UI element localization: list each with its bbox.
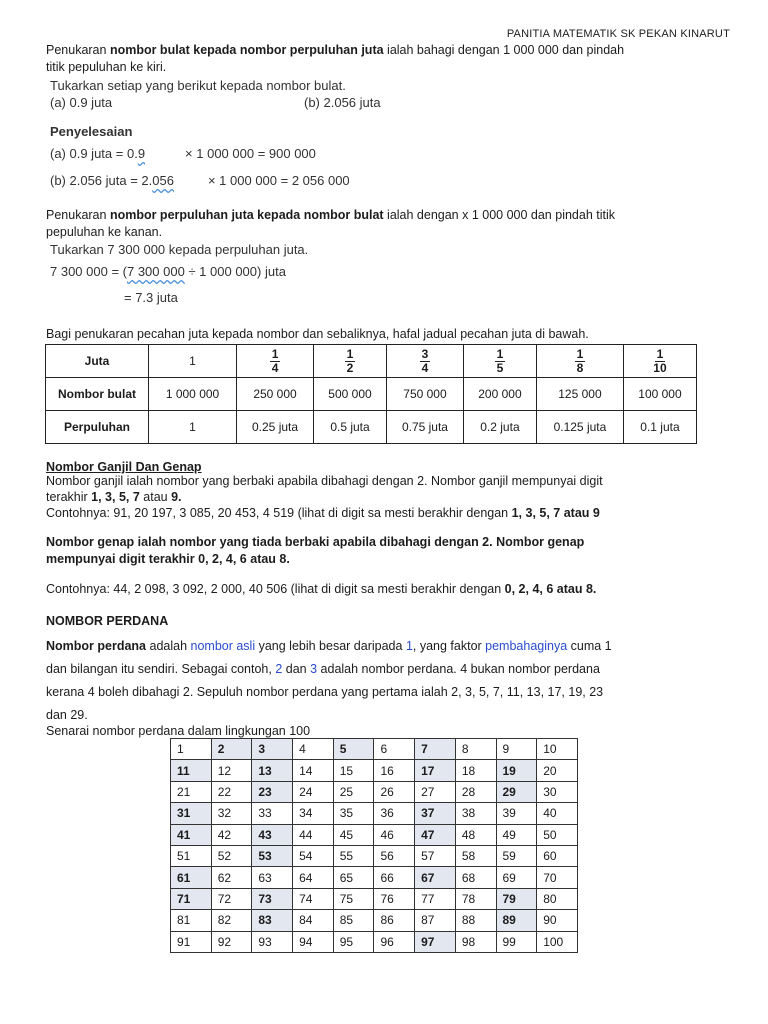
- section1-question-a: (a) 0.9 juta: [50, 95, 113, 110]
- even-example: [46, 581, 746, 598]
- number-cell: 85: [333, 910, 374, 931]
- fraction-cell: $\frac{1}{4}$: [237, 345, 314, 378]
- number-cell: 30: [537, 781, 578, 802]
- solution-b: [50, 173, 350, 188]
- number-cell: 39: [496, 803, 537, 824]
- fraction-cell: $\frac{1}{2}$: [314, 345, 387, 378]
- prime-cell: 67: [415, 867, 456, 888]
- table-cell: 0.125 juta: [536, 411, 623, 444]
- prime-cell: 7: [415, 739, 456, 760]
- section1-intro-c: ialah bahagi dengan 1 000 000 dan pindah: [383, 43, 625, 57]
- solution-a-marked: 9: [137, 146, 146, 161]
- page-header: PANITIA MATEMATIK SK PEKAN KINARUT: [506, 28, 730, 40]
- prime-cell: 2: [211, 739, 252, 760]
- row-label-perpuluhan: Perpuluhan: [46, 411, 149, 444]
- number-cell: 52: [211, 845, 252, 866]
- prime-text: yang lebih besar daripada: [255, 639, 406, 653]
- odd-example: [46, 505, 746, 522]
- section1-intro: [46, 42, 726, 59]
- number-cell: 57: [415, 845, 456, 866]
- even-example-text: Contohnya: 44, 2 098, 3 092, 2 000, 40 506 (lihat di digit sa mesti berakhir dengan: [46, 582, 505, 596]
- number-cell: 95: [333, 931, 374, 952]
- row-label-juta: Juta: [46, 345, 149, 378]
- number-cell: 22: [211, 781, 252, 802]
- prime-cell: 73: [252, 888, 293, 909]
- number-cell: 70: [537, 867, 578, 888]
- table-cell: 1 000 000: [149, 378, 237, 411]
- solution-title: Penyelesaian: [50, 124, 133, 139]
- prime-cell: 61: [171, 867, 212, 888]
- even-definition-line2: mempunyai digit terakhir 0, 2, 4, 6 atau 8.: [46, 552, 290, 566]
- odd-digit-last: 9.: [171, 490, 182, 504]
- number-cell: 62: [211, 867, 252, 888]
- prime-grid-caption: Senarai nombor perdana dalam lingkungan 100: [46, 724, 311, 738]
- prime-cell: 11: [171, 760, 212, 781]
- grid-row: [171, 910, 578, 931]
- prime-cell: 17: [415, 760, 456, 781]
- odd-line2-c: atau: [139, 490, 172, 504]
- table-cell: 200 000: [463, 378, 536, 411]
- prime-text: adalah nombor perdana. 4 bukan nombor perdana: [317, 662, 600, 676]
- table-cell: 100 000: [623, 378, 696, 411]
- even-definition-line1: Nombor genap ialah nombor yang tiada berbaki apabila dibahagi dengan 2. Nombor genap: [46, 535, 585, 549]
- table-cell: 0.1 juta: [623, 411, 696, 444]
- table-row-juta: [46, 345, 697, 378]
- number-cell: 92: [211, 931, 252, 952]
- prime-cell: 37: [415, 803, 456, 824]
- number-cell: 16: [374, 760, 415, 781]
- grid-row: [171, 888, 578, 909]
- number-cell: 20: [537, 760, 578, 781]
- number-cell: 100: [537, 931, 578, 952]
- number-cell: 55: [333, 845, 374, 866]
- table-cell: 750 000: [386, 378, 463, 411]
- number-cell: 10: [537, 739, 578, 760]
- grid-row: [171, 824, 578, 845]
- natural-number-link[interactable]: nombor asli: [190, 639, 256, 653]
- prime-cell: 43: [252, 824, 293, 845]
- section1-intro-a: Penukaran: [46, 43, 110, 57]
- table-cell: 250 000: [237, 378, 314, 411]
- number-cell: 63: [252, 867, 293, 888]
- number-cell: 27: [415, 781, 456, 802]
- three-link[interactable]: 3: [310, 662, 318, 676]
- section2-line1-marked: 7 300 000: [126, 264, 185, 279]
- section1-intro-bold: nombor bulat kepada nombor perpuluhan juta: [109, 43, 384, 57]
- number-cell: 56: [374, 845, 415, 866]
- even-example-digits: 0, 2, 4, 6 atau 8.: [504, 582, 597, 596]
- odd-even-title: Nombor Ganjil Dan Genap: [46, 460, 202, 474]
- number-cell: 6: [374, 739, 415, 760]
- number-cell: 93: [252, 931, 293, 952]
- number-cell: 14: [293, 760, 334, 781]
- number-cell: 90: [537, 910, 578, 931]
- prime-line2: [46, 658, 746, 681]
- prime-cell: 3: [252, 739, 293, 760]
- prime-cell: 19: [496, 760, 537, 781]
- grid-row: [171, 739, 578, 760]
- number-cell: 72: [211, 888, 252, 909]
- prime-text: dan: [282, 662, 311, 676]
- number-cell: 48: [455, 824, 496, 845]
- prime-title: NOMBOR PERDANA: [46, 614, 169, 628]
- prime-text: dan bilangan itu sendiri. Sebagai contoh,: [46, 662, 276, 676]
- prime-line3: kerana 4 boleh dibahagi 2. Sepuluh nombor perdana yang pertama ialah 2, 3, 5, 7, 11, 13, 17, 19, 23: [46, 685, 604, 699]
- number-cell: 86: [374, 910, 415, 931]
- table-row-perpuluhan: [46, 411, 697, 444]
- prime-text: cuma 1: [567, 639, 612, 653]
- prime-term: Nombor perdana: [46, 639, 147, 653]
- solution-a-pre: (a) 0.9 juta = 0.: [50, 146, 138, 161]
- number-cell: 1: [171, 739, 212, 760]
- table-cell: 1: [149, 345, 237, 378]
- number-cell: 91: [171, 931, 212, 952]
- prime-cell: 5: [333, 739, 374, 760]
- solution-a: [50, 146, 316, 161]
- grid-row: [171, 803, 578, 824]
- number-cell: 26: [374, 781, 415, 802]
- number-cell: 99: [496, 931, 537, 952]
- fraction-cell: $\frac{1}{5}$: [463, 345, 536, 378]
- table-cell: 0.5 juta: [314, 411, 387, 444]
- number-cell: 8: [455, 739, 496, 760]
- odd-definition-line2: [46, 489, 182, 506]
- prime-paragraph: [46, 635, 746, 727]
- number-cell: 82: [211, 910, 252, 931]
- prime-text: adalah: [146, 639, 191, 653]
- prime-cell: 47: [415, 824, 456, 845]
- grid-row: [171, 931, 578, 952]
- section2-question: Tukarkan 7 300 000 kepada perpuluhan juta.: [50, 242, 309, 257]
- table-intro: Bagi penukaran pecahan juta kepada nombor dan sebaliknya, hafal jadual pecahan juta di bawah.: [46, 327, 589, 341]
- table-cell: 0.25 juta: [237, 411, 314, 444]
- grid-row: [171, 845, 578, 866]
- number-cell: 38: [455, 803, 496, 824]
- number-cell: 12: [211, 760, 252, 781]
- number-cell: 42: [211, 824, 252, 845]
- number-cell: 33: [252, 803, 293, 824]
- table-cell: 500 000: [314, 378, 387, 411]
- number-cell: 18: [455, 760, 496, 781]
- fraction-table: [45, 344, 697, 444]
- number-cell: 88: [455, 910, 496, 931]
- number-cell: 96: [374, 931, 415, 952]
- number-cell: 69: [496, 867, 537, 888]
- number-cell: 66: [374, 867, 415, 888]
- prime-cell: 29: [496, 781, 537, 802]
- prime-cell: 79: [496, 888, 537, 909]
- fraction-cell: $\frac{3}{4}$: [386, 345, 463, 378]
- number-cell: 65: [333, 867, 374, 888]
- number-cell: 44: [293, 824, 334, 845]
- table-cell: 1: [149, 411, 237, 444]
- table-row-nombor-bulat: [46, 378, 697, 411]
- prime-cell: 89: [496, 910, 537, 931]
- number-cell: 58: [455, 845, 496, 866]
- number-cell: 87: [415, 910, 456, 931]
- number-cell: 28: [455, 781, 496, 802]
- number-cell: 24: [293, 781, 334, 802]
- number-cell: 78: [455, 888, 496, 909]
- section2-intro: [46, 207, 736, 224]
- row-label-nombor-bulat: Nombor bulat: [46, 378, 149, 411]
- odd-line2-a: terakhir: [46, 490, 92, 504]
- prime-cell: 31: [171, 803, 212, 824]
- prime-cell: 23: [252, 781, 293, 802]
- grid-row: [171, 760, 578, 781]
- section2-intro-c: ialah dengan x 1 000 000 dan pindah titik: [383, 208, 615, 222]
- number-cell: 46: [374, 824, 415, 845]
- section2-line1-pre: 7 300 000 = (: [50, 264, 127, 279]
- prime-line4: dan 29.: [46, 708, 88, 722]
- number-cell: 64: [293, 867, 334, 888]
- number-cell: 45: [333, 824, 374, 845]
- number-cell: 94: [293, 931, 334, 952]
- two-link[interactable]: 2: [275, 662, 283, 676]
- number-cell: 21: [171, 781, 212, 802]
- section1-question: Tukarkan setiap yang berikut kepada nombor bulat.: [50, 78, 346, 93]
- number-cell: 36: [374, 803, 415, 824]
- solution-b-post: × 1 000 000 = 2 056 000: [207, 173, 350, 188]
- section1-question-b: (b) 2.056 juta: [304, 95, 381, 110]
- odd-example-text: Contohnya: 91, 20 197, 3 085, 20 453, 4 519 (lihat di digit sa mesti berakhir dengan: [46, 506, 512, 520]
- number-cell: 4: [293, 739, 334, 760]
- number-cell: 80: [537, 888, 578, 909]
- prime-cell: 53: [252, 845, 293, 866]
- number-cell: 32: [211, 803, 252, 824]
- fraction-cell: $\frac{1}{10}$: [623, 345, 696, 378]
- number-cell: 77: [415, 888, 456, 909]
- number-cell: 98: [455, 931, 496, 952]
- table-cell: 0.2 juta: [463, 411, 536, 444]
- number-cell: 81: [171, 910, 212, 931]
- number-cell: 59: [496, 845, 537, 866]
- prime-cell: 71: [171, 888, 212, 909]
- number-cell: 75: [333, 888, 374, 909]
- grid-row: [171, 781, 578, 802]
- grid-row: [171, 867, 578, 888]
- number-cell: 15: [333, 760, 374, 781]
- number-cell: 54: [293, 845, 334, 866]
- number-cell: 35: [333, 803, 374, 824]
- solution-b-marked: 056: [152, 173, 174, 188]
- number-cell: 51: [171, 845, 212, 866]
- solution-b-pre: (b) 2.056 juta = 2.: [50, 173, 153, 188]
- number-cell: 68: [455, 867, 496, 888]
- number-cell: 50: [537, 824, 578, 845]
- number-cell: 9: [496, 739, 537, 760]
- prime-grid: [170, 738, 578, 953]
- number-cell: 40: [537, 803, 578, 824]
- section2-intro-line2: pepuluhan ke kanan.: [46, 225, 163, 239]
- prime-line1: [46, 635, 746, 658]
- section2-line1-post: ÷ 1 000 000) juta: [184, 264, 286, 279]
- section2-line1: [50, 264, 286, 279]
- section2-intro-bold: nombor perpuluhan juta kepada nombor bulat: [109, 208, 384, 222]
- prime-text: , yang faktor: [412, 639, 486, 653]
- odd-example-digits: 1, 3, 5, 7 atau 9: [511, 506, 600, 520]
- number-cell: 25: [333, 781, 374, 802]
- fraction-cell: $\frac{1}{8}$: [536, 345, 623, 378]
- prime-cell: 41: [171, 824, 212, 845]
- section2-intro-a: Penukaran: [46, 208, 110, 222]
- one-link[interactable]: 1: [405, 639, 413, 653]
- prime-cell: 97: [415, 931, 456, 952]
- number-cell: 34: [293, 803, 334, 824]
- table-cell: 125 000: [536, 378, 623, 411]
- number-cell: 84: [293, 910, 334, 931]
- number-cell: 76: [374, 888, 415, 909]
- solution-a-post: × 1 000 000 = 900 000: [185, 146, 316, 161]
- table-cell: 0.75 juta: [386, 411, 463, 444]
- number-cell: 74: [293, 888, 334, 909]
- prime-cell: 13: [252, 760, 293, 781]
- divisor-link[interactable]: pembahaginya: [485, 639, 568, 653]
- prime-cell: 83: [252, 910, 293, 931]
- number-cell: 60: [537, 845, 578, 866]
- section1-intro-line2: titik pepuluhan ke kiri.: [46, 60, 167, 74]
- section2-line2: = 7.3 juta: [124, 290, 178, 305]
- odd-definition-line1: Nombor ganjil ialah nombor yang berbaki apabila dibahagi dengan 2. Nombor ganjil mempunyai digit: [46, 474, 603, 488]
- number-cell: 49: [496, 824, 537, 845]
- odd-digits: 1, 3, 5, 7: [91, 490, 140, 504]
